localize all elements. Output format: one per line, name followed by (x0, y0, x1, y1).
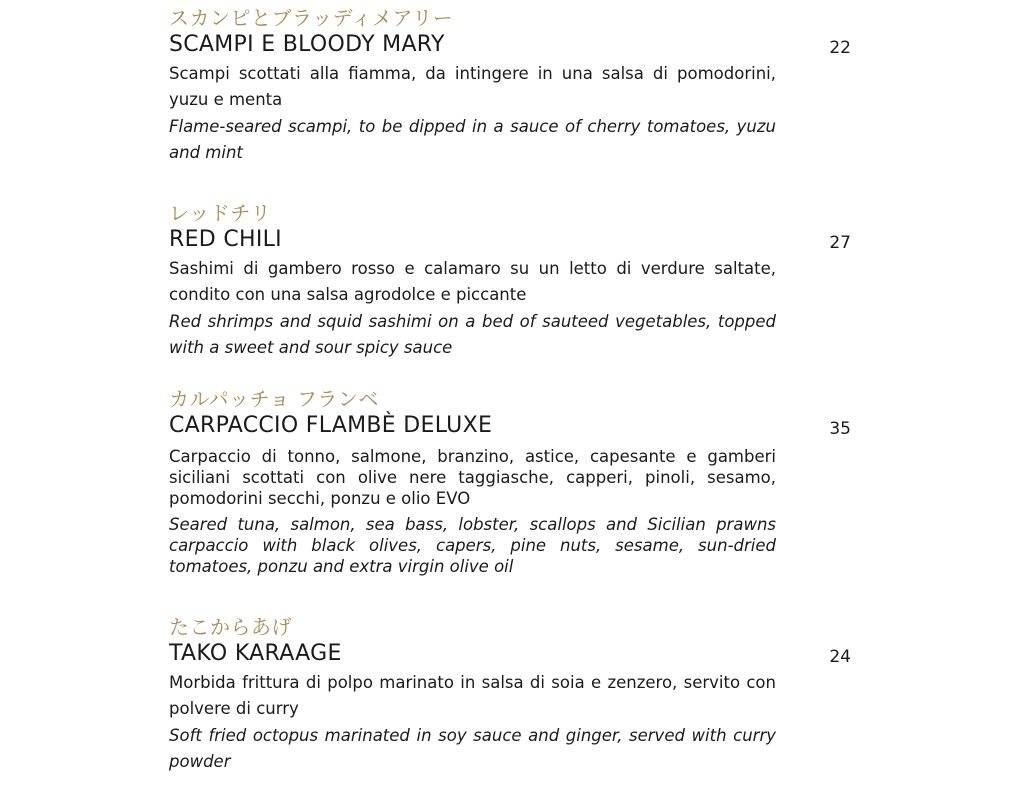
item-japanese-name: カルパッチョ フランベ (169, 387, 379, 411)
menu-item-red-chili (169, 201, 851, 361)
item-header (169, 411, 851, 441)
item-price: 24 (829, 647, 851, 667)
item-japanese-name: たこからあげ (169, 615, 292, 639)
item-name: CARPACCIO FLAMBÈ DELUXE (169, 413, 493, 438)
menu-item-carpaccio (169, 387, 851, 577)
item-price: 35 (829, 419, 851, 439)
item-price: 27 (829, 233, 851, 253)
item-header (169, 30, 851, 60)
item-price: 22 (829, 38, 851, 58)
item-description-italian: Morbida frittura di polpo marinato in salsa di soia e zenzero, servito con polvere di curry (169, 673, 776, 718)
item-description-italian: Carpaccio di tonno, salmone, branzino, astice, capesante e gamberi siciliani scottati con olive nere taggiasche, capperi, pinoli, sesamo, pomodorini secchi, ponzu e olio EVO (169, 447, 776, 508)
item-description-english: Red shrimps and squid sashimi on a bed of sauteed vegetables, topped with a sweet and sour spicy sauce (169, 312, 776, 357)
item-name: TAKO KARAAGE (169, 641, 342, 666)
item-name: SCAMPI E BLOODY MARY (169, 32, 445, 57)
item-description-english: Flame-seared scampi, to be dipped in a sauce of cherry tomatoes, yuzu and mint (169, 117, 776, 162)
item-description-english: Soft fried octopus marinated in soy sauce and ginger, served with curry powder (169, 726, 776, 771)
item-header (169, 639, 851, 669)
item-description-italian: Scampi scottati alla fiamma, da intingere in una salsa di pomodorini, yuzu e menta (169, 64, 776, 109)
item-japanese-name: レッドチリ (169, 201, 272, 225)
menu-item-tako-karaage (169, 615, 851, 775)
item-description-english: Seared tuna, salmon, sea bass, lobster, scallops and Sicilian prawns carpaccio with black olives, capers, pine nuts, sesame, sun-dried tomatoes, ponzu and extra virgin olive oil (169, 515, 776, 576)
item-description-italian: Sashimi di gambero rosso e calamaro su un letto di verdure saltate, condito con una salsa agrodolce e piccante (169, 259, 776, 304)
item-header (169, 225, 851, 255)
item-name: RED CHILI (169, 227, 282, 252)
item-japanese-name: スカンピとブラッディメアリー (169, 6, 454, 30)
menu-item-scampi (169, 6, 851, 166)
